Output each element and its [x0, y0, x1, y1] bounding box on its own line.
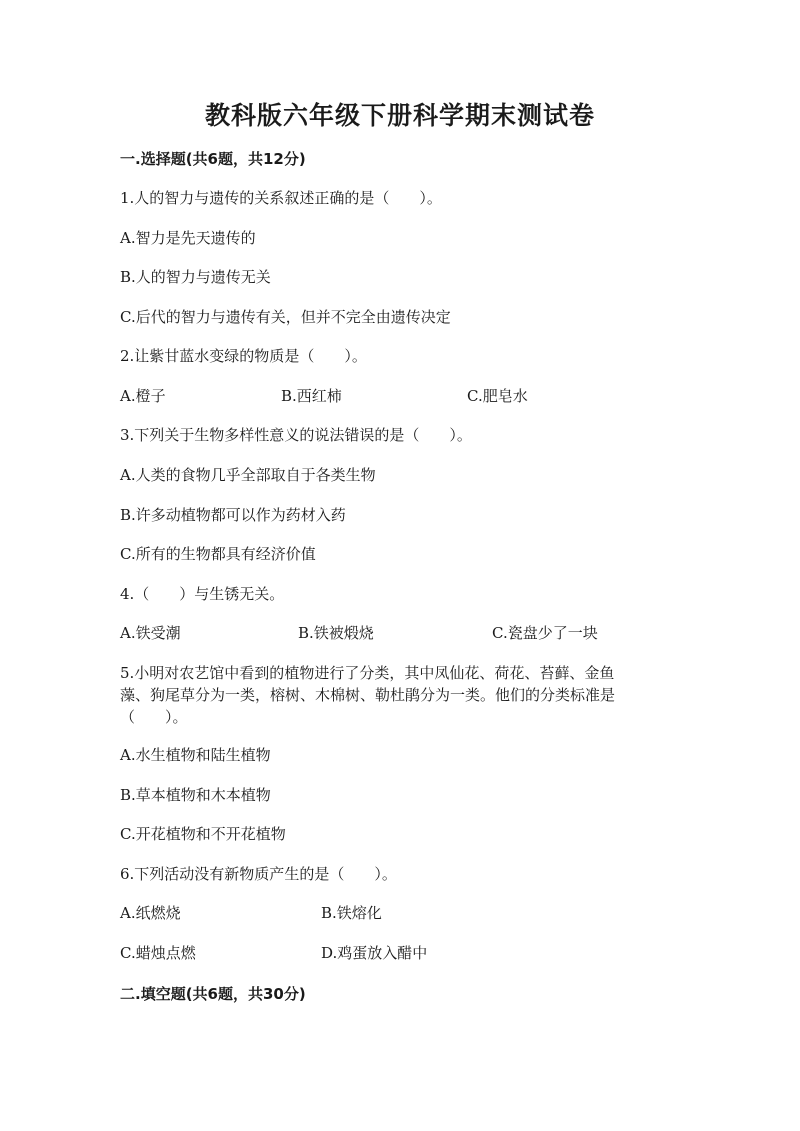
question-5-option-b: B.草本植物和木本植物 — [120, 786, 271, 804]
question-1-stem: 1.人的智力与遗传的关系叙述正确的是（ ）。 — [120, 189, 442, 207]
question-3-option-a: A.人类的食物几乎全部取自于各类生物 — [120, 466, 376, 484]
question-6-option-d: D.鸡蛋放入醋中 — [321, 944, 428, 962]
question-3-stem: 3.下列关于生物多样性意义的说法错误的是（ ）。 — [120, 426, 472, 444]
page-title: 教科版六年级下册科学期末测试卷 — [204, 101, 595, 130]
question-5-stem-line-1: 5.小明对农艺馆中看到的植物进行了分类，其中凤仙花、荷花、苔藓、金鱼 — [120, 664, 615, 682]
question-1-option-c: C.后代的智力与遗传有关，但并不完全由遗传决定 — [120, 308, 451, 326]
question-2-stem: 2.让紫甘蓝水变绿的物质是（ ）。 — [120, 347, 367, 365]
question-4-option-b: B.铁被煅烧 — [298, 624, 374, 642]
question-5-option-a: A.水生植物和陆生植物 — [120, 746, 271, 764]
question-1-option-a: A.智力是先天遗传的 — [120, 229, 256, 247]
question-2-option-c: C.肥皂水 — [467, 387, 528, 405]
question-6-option-b: B.铁熔化 — [321, 904, 382, 922]
question-3-option-c: C.所有的生物都具有经济价值 — [120, 545, 316, 563]
question-4-stem: 4.（ ）与生锈无关。 — [120, 585, 285, 603]
section-heading-fill-in: 二.填空题(共6题，共30分) — [120, 985, 306, 1003]
section-heading-choice: 一.选择题(共6题，共12分) — [120, 150, 306, 168]
question-5-option-c: C.开花植物和不开花植物 — [120, 825, 286, 843]
question-2-option-b: B.西红柿 — [281, 387, 342, 405]
question-6-option-a: A.纸燃烧 — [120, 904, 181, 922]
question-5-stem-line-2: 藻、狗尾草分为一类，榕树、木棉树、勒杜鹃分为一类。他们的分类标准是 — [120, 686, 616, 704]
question-4-option-c: C.瓷盘少了一块 — [492, 624, 598, 642]
question-4-option-a: A.铁受潮 — [120, 624, 181, 642]
question-6-stem: 6.下列活动没有新物质产生的是（ ）。 — [120, 865, 397, 883]
question-3-option-b: B.许多动植物都可以作为药材入药 — [120, 506, 346, 524]
question-2-option-a: A.橙子 — [120, 387, 166, 405]
question-6-option-c: C.蜡烛点燃 — [120, 944, 196, 962]
question-5-stem-line-3: （ ）。 — [120, 708, 188, 726]
question-1-option-b: B.人的智力与遗传无关 — [120, 268, 271, 286]
